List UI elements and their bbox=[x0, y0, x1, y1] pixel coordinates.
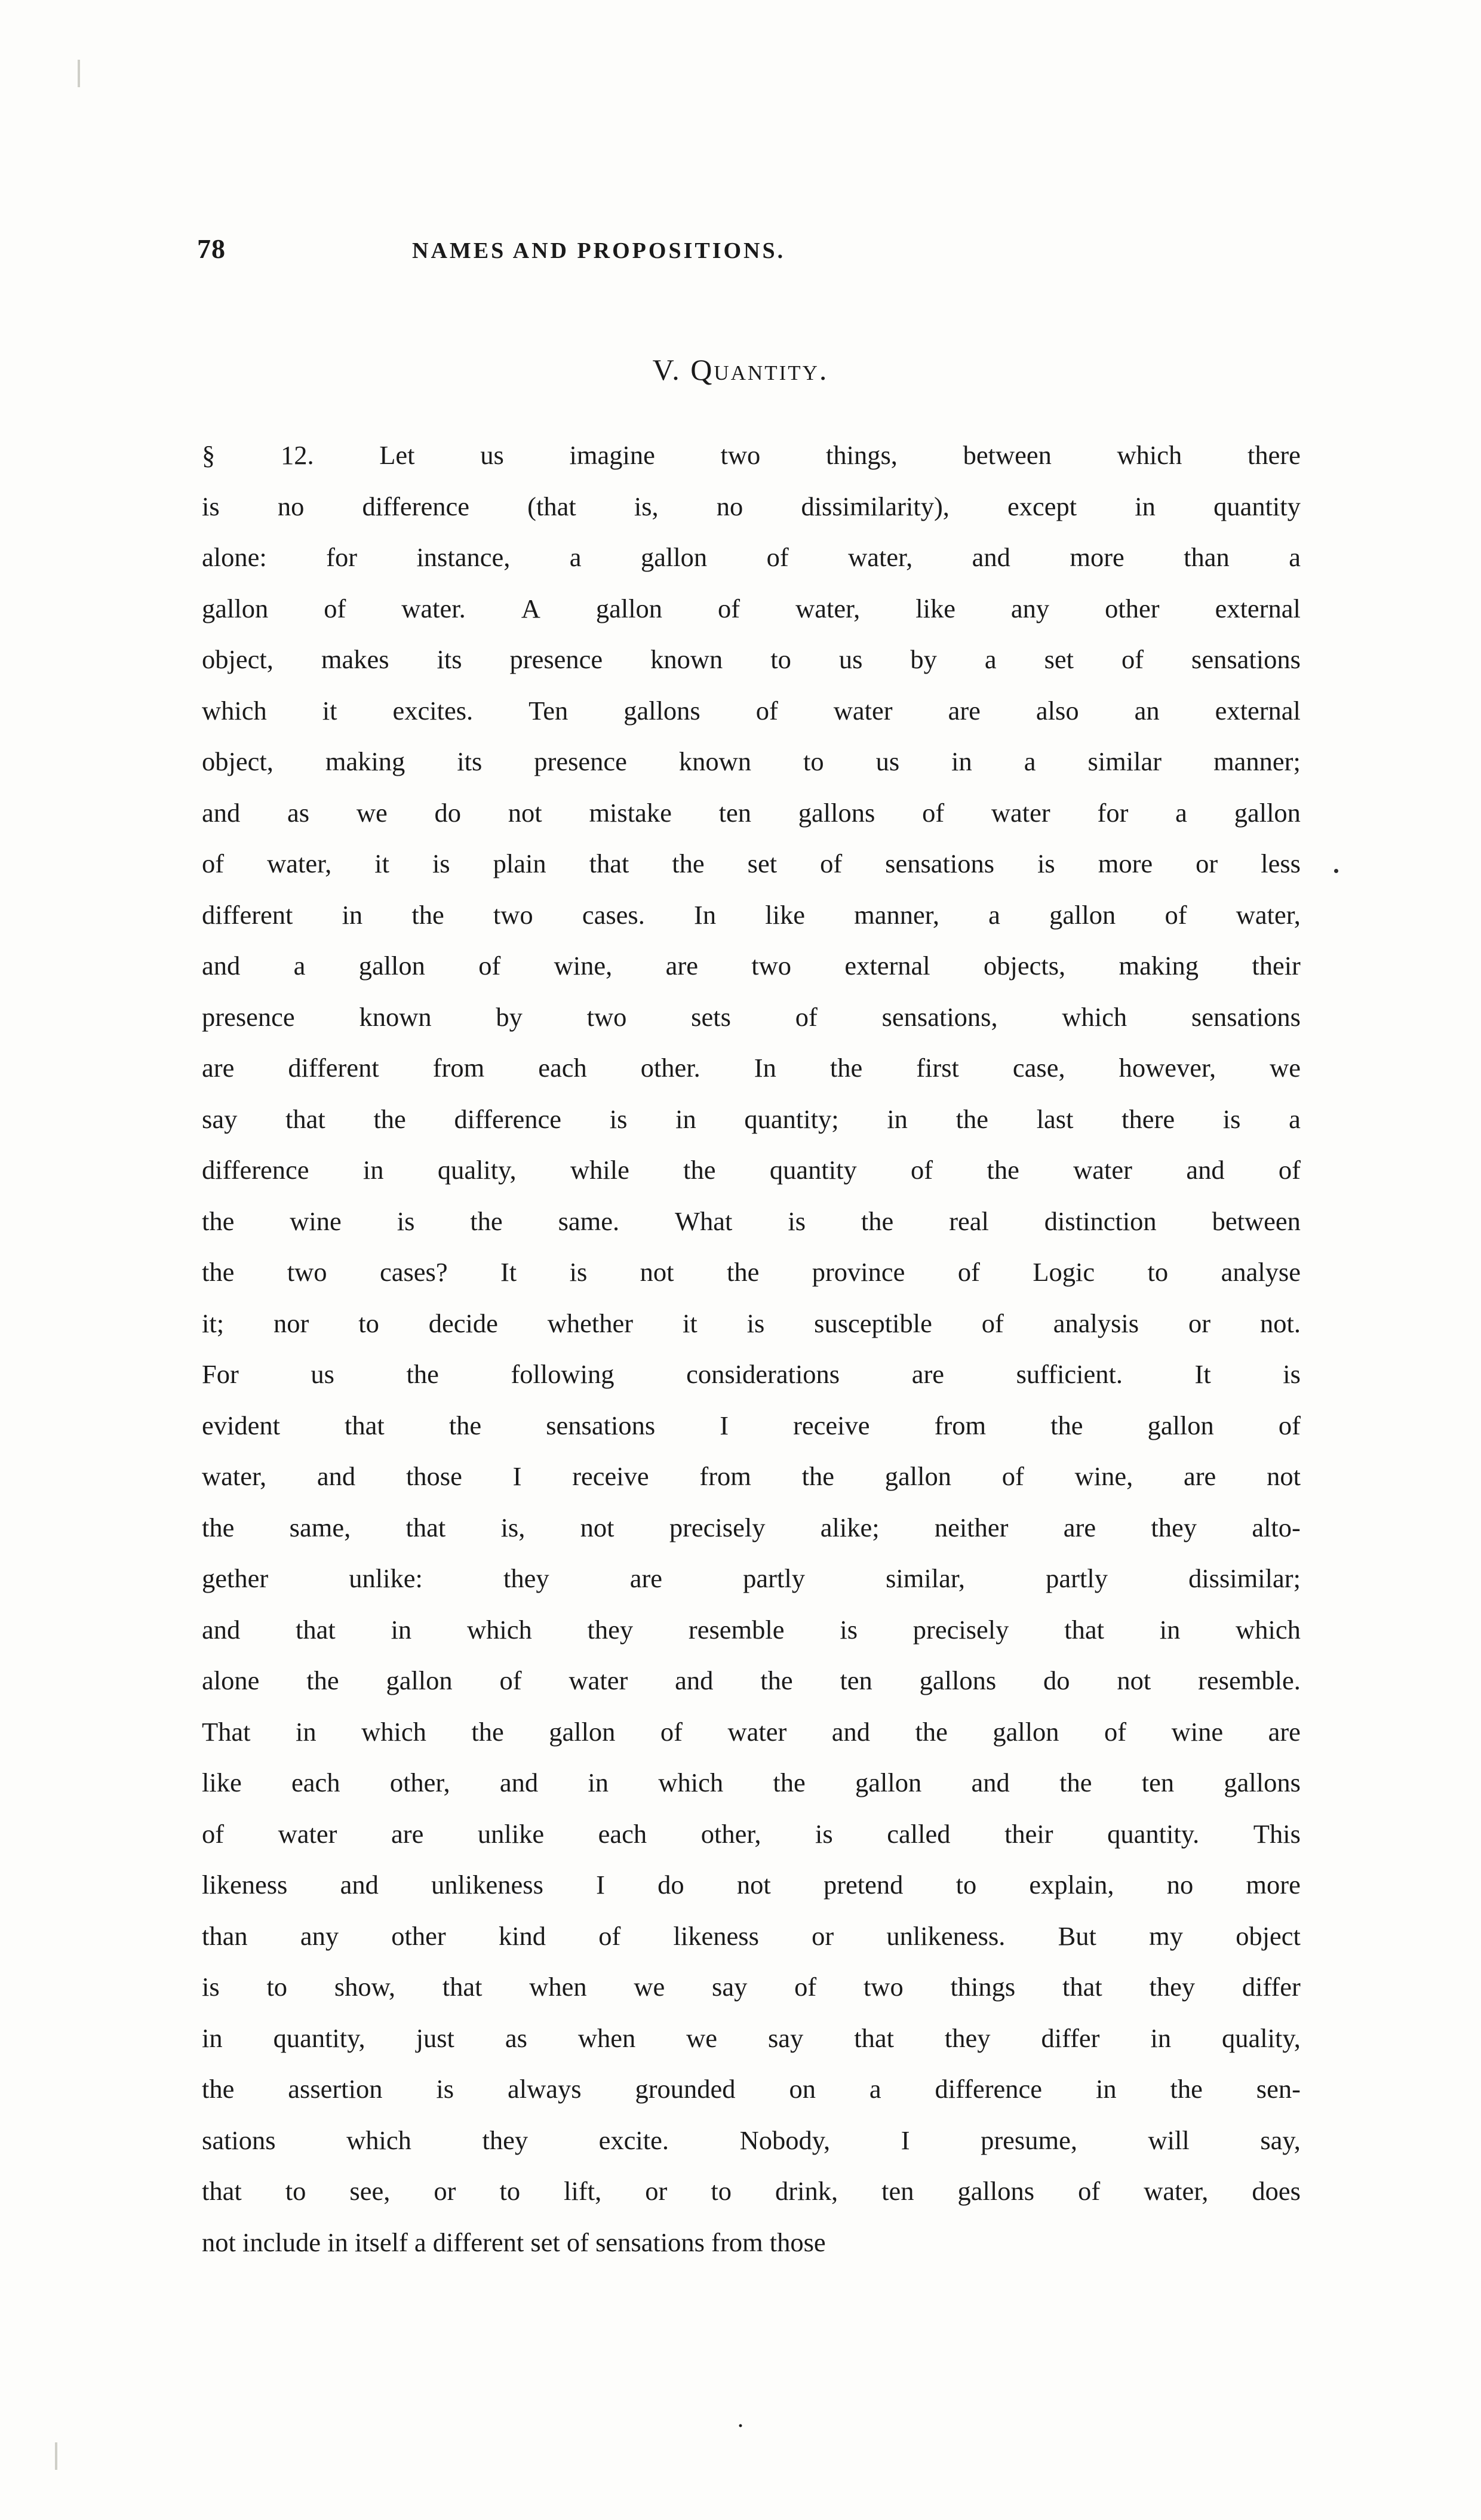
page-header bbox=[197, 233, 1272, 265]
body-line: of water are unlike each other, is called their quantity. This bbox=[202, 1818, 1301, 1849]
body-line: the same, that is, not precisely alike; neither are they alto- bbox=[202, 1512, 1301, 1542]
body-line: that to see, or to lift, or to drink, ten gallons of water, does bbox=[202, 2176, 1301, 2206]
page-edge-mark-top bbox=[78, 60, 80, 87]
body-line: the assertion is always grounded on a difference in the sen- bbox=[202, 2074, 1301, 2104]
marginal-dot bbox=[1334, 869, 1338, 873]
body-line: are different from each other. In the first case, however, we bbox=[202, 1053, 1301, 1083]
page-edge-mark-bottom bbox=[55, 2442, 57, 2470]
body-line: likeness and unlikeness I do not pretend to explain, no more bbox=[202, 1870, 1301, 1900]
body-line: difference in quality, while the quantity of the water and of bbox=[202, 1155, 1301, 1185]
section-heading bbox=[0, 352, 1481, 387]
body-line: in quantity, just as when we say that they differ in quality, bbox=[202, 2023, 1301, 2053]
body-line: not include in itself a different set of sensations from those bbox=[202, 2227, 826, 2257]
body-line: the wine is the same. What is the real distinction between bbox=[202, 1206, 1301, 1236]
body-line: water, and those I receive from the gallon of wine, are not bbox=[202, 1461, 1301, 1491]
body-line: and as we do not mistake ten gallons of water for a gallon bbox=[202, 797, 1301, 828]
body-line: the two cases? It is not the province of Logic to analyse bbox=[202, 1257, 1301, 1287]
body-line: and that in which they resemble is precisely that in which bbox=[202, 1614, 1301, 1645]
body-line: different in the two cases. In like manner, a gallon of water, bbox=[202, 899, 1301, 930]
body-line: like each other, and in which the gallon and the ten gallons bbox=[202, 1768, 1301, 1797]
body-line: gallon of water. A gallon of water, like any other external bbox=[202, 593, 1301, 623]
body-line: evident that the sensations I receive from the gallon of bbox=[202, 1410, 1301, 1440]
body-line: is to show, that when we say of two things that they differ bbox=[202, 1972, 1301, 2002]
body-line: and a gallon of wine, are two external objects, making their bbox=[202, 951, 1301, 981]
body-line: object, makes its presence known to us by a set of sensations bbox=[202, 644, 1301, 674]
page-number: 78 bbox=[197, 233, 226, 264]
body-line: sations which they excite. Nobody, I presume, will say, bbox=[202, 2125, 1301, 2155]
body-line: it; nor to decide whether it is susceptible of analysis or not. bbox=[202, 1308, 1301, 1338]
body-line: of water, it is plain that the set of sensations is more or less bbox=[202, 849, 1301, 878]
body-line: is no difference (that is, no dissimilarity), except in quantity bbox=[202, 491, 1301, 521]
body-line: than any other kind of likeness or unlikeness. But my object bbox=[202, 1920, 1301, 1951]
footer-mark: . bbox=[737, 2405, 744, 2433]
body-line: which it excites. Ten gallons of water are also an external bbox=[202, 695, 1301, 726]
body-line: § 12. Let us imagine two things, between which there bbox=[202, 440, 1301, 470]
section-heading-number: V. bbox=[652, 353, 681, 386]
body-line: say that the difference is in quantity; in the last there is a bbox=[202, 1104, 1301, 1134]
body-line: alone: for instance, a gallon of water, and more than a bbox=[202, 542, 1301, 572]
body-line: gether unlike: they are partly similar, partly dissimilar; bbox=[202, 1563, 1301, 1593]
running-head: NAMES AND PROPOSITIONS. bbox=[412, 238, 786, 263]
body-line: alone the gallon of water and the ten gallons do not resemble. bbox=[202, 1665, 1301, 1695]
body-line: presence known by two sets of sensations, which sensations bbox=[202, 1001, 1301, 1032]
body-line: That in which the gallon of water and the gallon of wine are bbox=[202, 1716, 1301, 1747]
body-paragraph bbox=[202, 430, 1301, 2268]
body-line: object, making its presence known to us in a similar manner; bbox=[202, 746, 1301, 776]
section-heading-label: Quantity. bbox=[690, 353, 829, 386]
body-line: For us the following considerations are sufficient. It is bbox=[202, 1359, 1301, 1389]
